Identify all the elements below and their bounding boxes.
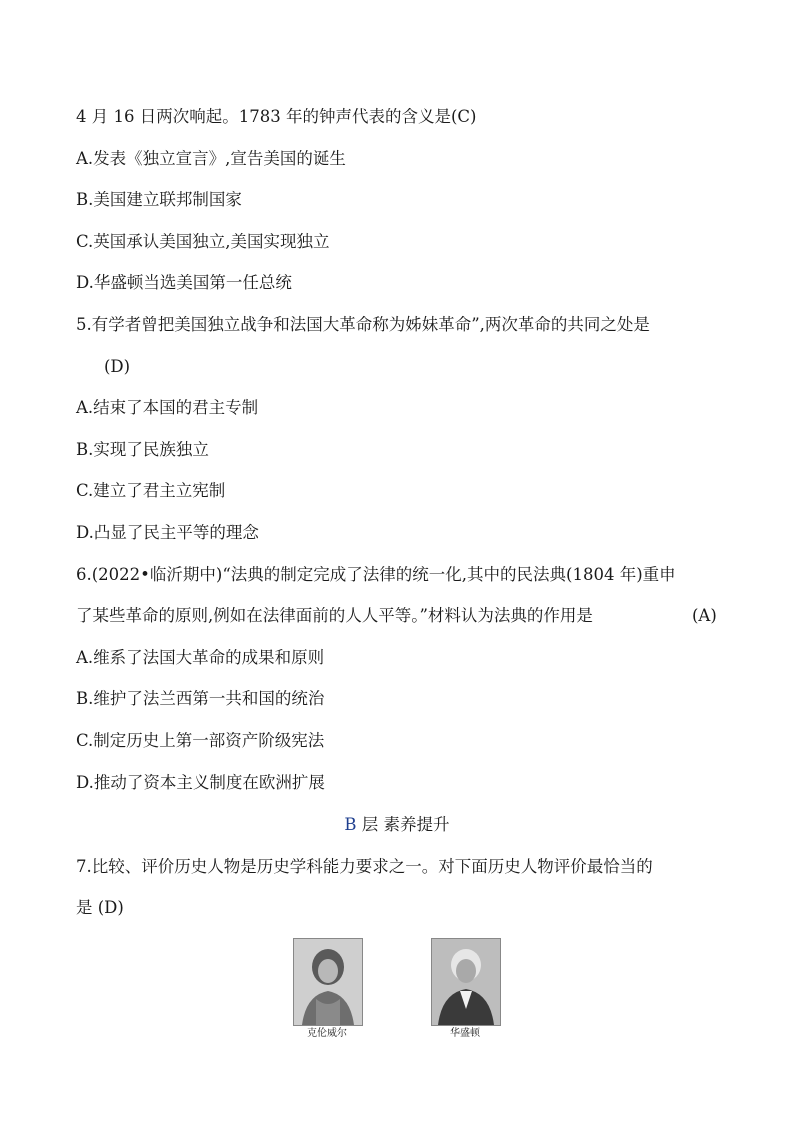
question-5-option-d: D.凸显了民主平等的理念 — [76, 523, 259, 542]
question-4-option-a: A.发表《独立宣言》,宣告美国的诞生 — [76, 149, 346, 168]
washington-caption: 华盛顿 — [450, 1028, 480, 1039]
section-title: 层 素养提升 — [356, 815, 450, 834]
question-6-option-d: D.推动了资本主义制度在欧洲扩展 — [76, 773, 325, 792]
question-6-answer: (A) — [692, 606, 717, 625]
question-6-option-b: B.维护了法兰西第一共和国的统治 — [76, 689, 325, 708]
question-5-stem: 5.有学者曾把美国独立战争和法国大革命称为姊妹革命”,两次革命的共同之处是 — [76, 315, 650, 334]
question-6-stem-line-1: 6.(2022•临沂期中)“法典的制定完成了法律的统一化,其中的民法典(1804 年)重申 — [76, 565, 676, 584]
question-7-stem-line-2: 是 (D) — [76, 898, 124, 917]
question-6-option-c: C.制定历史上第一部资产阶级宪法 — [76, 731, 325, 750]
question-4-option-d: D.华盛顿当选美国第一任总统 — [76, 273, 292, 292]
question-4-stem: 4 月 16 日两次响起。1783 年的钟声代表的含义是(C) — [76, 107, 477, 126]
section-heading — [0, 814, 794, 836]
question-5-option-a: A.结束了本国的君主专制 — [76, 398, 259, 417]
question-5-option-c: C.建立了君主立宪制 — [76, 481, 226, 500]
section-letter: B — [344, 815, 357, 834]
washington-portrait — [431, 938, 501, 1026]
question-7-stem-line-1: 7.比较、评价历史人物是历史学科能力要求之一。对下面历史人物评价最恰当的 — [76, 857, 653, 876]
question-4-option-c: C.英国承认美国独立,美国实现独立 — [76, 232, 330, 251]
question-5-option-b: B.实现了民族独立 — [76, 440, 209, 459]
question-6-stem-line-2: 了某些革命的原则,例如在法律面前的人人平等。”材料认为法典的作用是 — [76, 606, 593, 625]
question-5-answer: (D) — [104, 357, 131, 376]
question-6-option-a: A.维系了法国大革命的成果和原则 — [76, 648, 325, 667]
question-4-option-b: B.美国建立联邦制国家 — [76, 190, 242, 209]
cromwell-portrait — [293, 938, 363, 1026]
cromwell-caption: 克伦威尔 — [307, 1028, 347, 1039]
